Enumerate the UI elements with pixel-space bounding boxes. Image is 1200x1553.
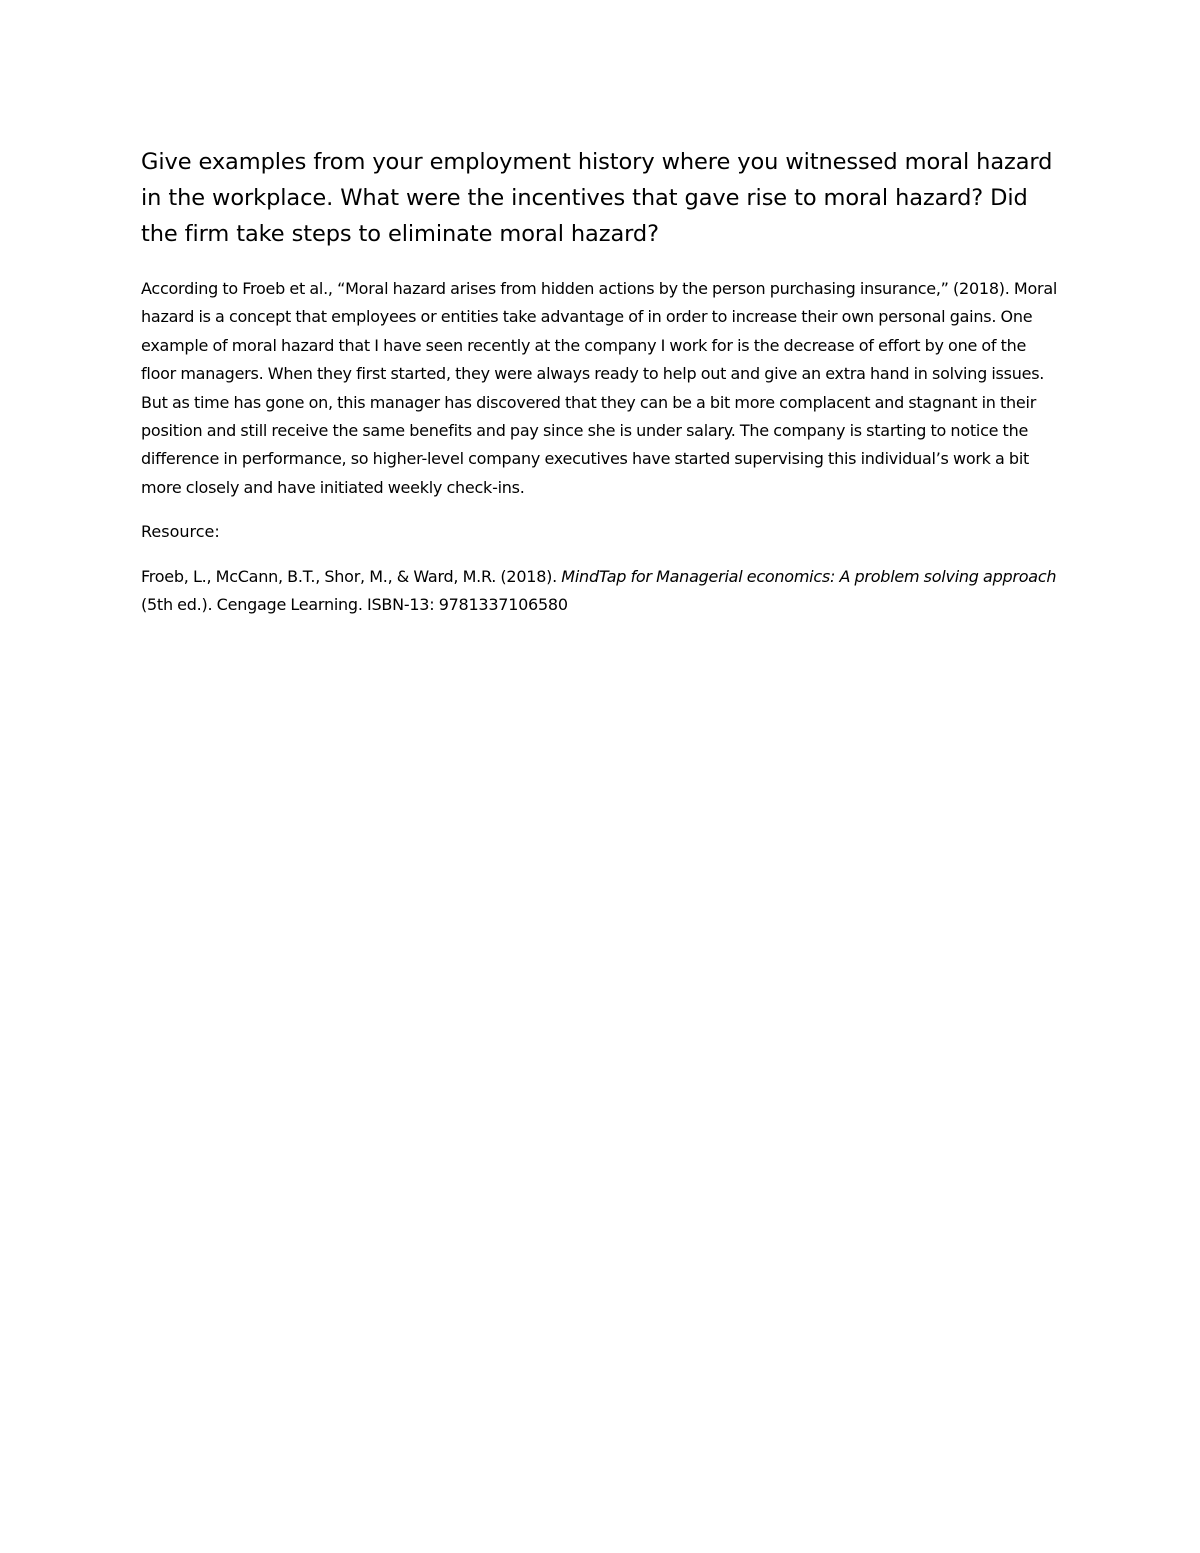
answer-paragraph: According to Froeb et al., “Moral hazard arises from hidden actions by the person purchasing insurance,” (2018). Moral hazard is a concept that employees or entities take advantage of in order to increase their own personal gains. One example of moral hazard that I have seen recently at the company I work for is the decrease of effort by one of the floor managers. When they first started, they were always ready to help out and give an extra hand in solving issues. But as time has gone on, this manager has discovered that they can be a bit more complacent and stagnant in their position and still receive the same benefits and pay since she is under salary. The company is starting to notice the difference in performance, so higher-level company executives have started supervising this individual’s work a bit more closely and have initiated weekly check-ins. (141, 279, 1058, 497)
question-heading: Give examples from your employment history where you witnessed moral hazard in the workplace. What were the incentives that gave rise to moral hazard? Did the firm take steps to eliminate moral hazard? (141, 149, 1053, 247)
document-content (141, 144, 1059, 619)
citation-title: MindTap for Managerial economics: A problem solving approach (561, 566, 1057, 586)
citation-publication: (5th ed.). Cengage Learning. ISBN-13: 9781337106580 (141, 595, 568, 615)
resource-label: Resource: (141, 522, 220, 542)
citation (141, 563, 1059, 620)
citation-authors: Froeb, L., McCann, B.T., Shor, M., & Ward, M.R. (2018). (141, 566, 562, 586)
